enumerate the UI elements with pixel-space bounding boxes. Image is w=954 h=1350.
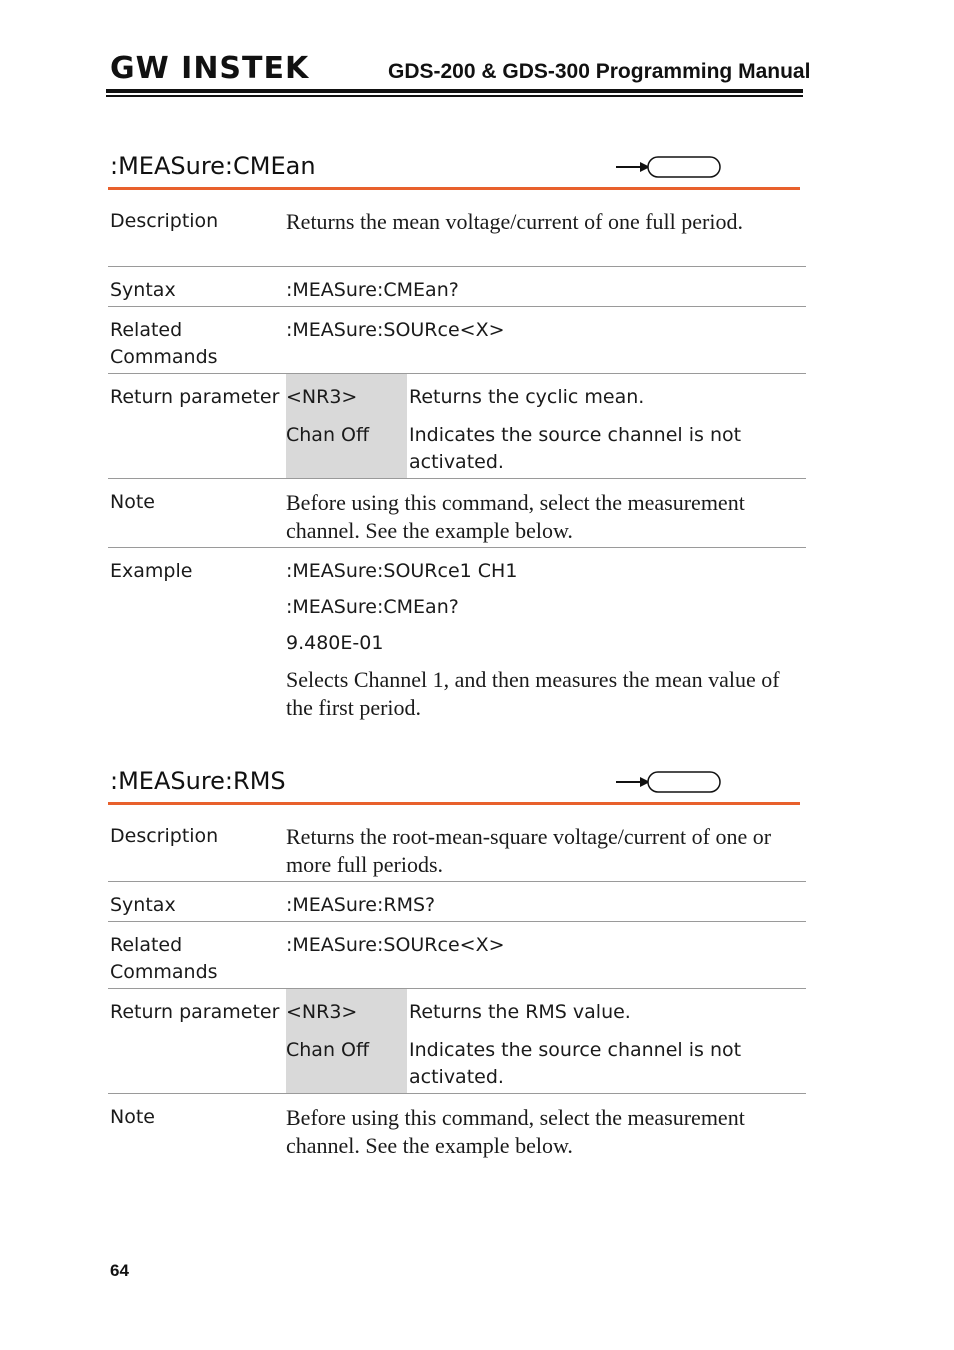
note-text: Before using this command, select the measurement channel. See the example below.: [286, 490, 745, 543]
brand-logo: GW INSTEK: [110, 51, 310, 86]
query-arrow-icon: [616, 769, 724, 795]
param-desc: Indicates the source channel is not activated.: [409, 1039, 742, 1088]
label-related-2: Commands: [110, 346, 218, 368]
manual-title: GDS-200 & GDS-300 Programming Manual: [388, 60, 811, 83]
label-related-1: Related: [110, 934, 183, 956]
label-note: Note: [110, 1106, 155, 1128]
example-explanation: Selects Channel 1, and then measures the mean value of the first period.: [286, 667, 780, 720]
label-return-parameter: Return parameter: [110, 386, 280, 408]
label-description: Description: [110, 210, 219, 232]
command-heading-rms: :MEASure:RMS: [110, 767, 286, 795]
param-name: Chan Off: [286, 424, 370, 446]
label-syntax: Syntax: [110, 279, 176, 301]
row-divider: [108, 1093, 806, 1094]
related-commands-text: :MEASure:SOURce<X>: [286, 934, 505, 956]
label-description: Description: [110, 825, 219, 847]
section-rule: [108, 187, 800, 190]
row-divider: [108, 266, 806, 267]
label-return-parameter: Return parameter: [110, 1001, 280, 1023]
label-related-2: Commands: [110, 961, 218, 983]
syntax-text: :MEASure:RMS?: [286, 894, 436, 916]
query-arrow-icon: [616, 154, 724, 180]
note-text: Before using this command, select the measurement channel. See the example below.: [286, 1105, 745, 1158]
row-divider: [108, 547, 806, 548]
row-divider: [108, 881, 806, 882]
param-desc: Returns the RMS value.: [409, 1001, 631, 1023]
example-line: :MEASure:SOURce1 CH1: [286, 560, 518, 582]
row-divider: [108, 478, 806, 479]
related-commands-text: :MEASure:SOURce<X>: [286, 319, 505, 341]
example-line: 9.480E-01: [286, 632, 384, 654]
section-rule: [108, 802, 800, 805]
row-divider: [108, 988, 806, 989]
page-number: 64: [110, 1261, 129, 1280]
param-desc: Returns the cyclic mean.: [409, 386, 645, 408]
syntax-text: :MEASure:CMEan?: [286, 279, 459, 301]
description-text: Returns the mean voltage/current of one full period.: [286, 209, 743, 234]
command-heading-cmean: :MEASure:CMEan: [110, 152, 316, 180]
description-text: Returns the root-mean-square voltage/current of one or more full periods.: [286, 824, 772, 877]
param-name: <NR3>: [286, 1001, 358, 1023]
param-desc: Indicates the source channel is not activated.: [409, 424, 742, 473]
label-related-1: Related: [110, 319, 183, 341]
header-rule-thick: [106, 89, 803, 93]
row-divider: [108, 373, 806, 374]
header-rule-thin: [106, 95, 803, 97]
row-divider: [108, 306, 806, 307]
label-example: Example: [110, 560, 193, 582]
label-note: Note: [110, 491, 155, 513]
label-syntax: Syntax: [110, 894, 176, 916]
param-name: <NR3>: [286, 386, 358, 408]
param-name: Chan Off: [286, 1039, 370, 1061]
example-line: :MEASure:CMEan?: [286, 596, 459, 618]
row-divider: [108, 921, 806, 922]
